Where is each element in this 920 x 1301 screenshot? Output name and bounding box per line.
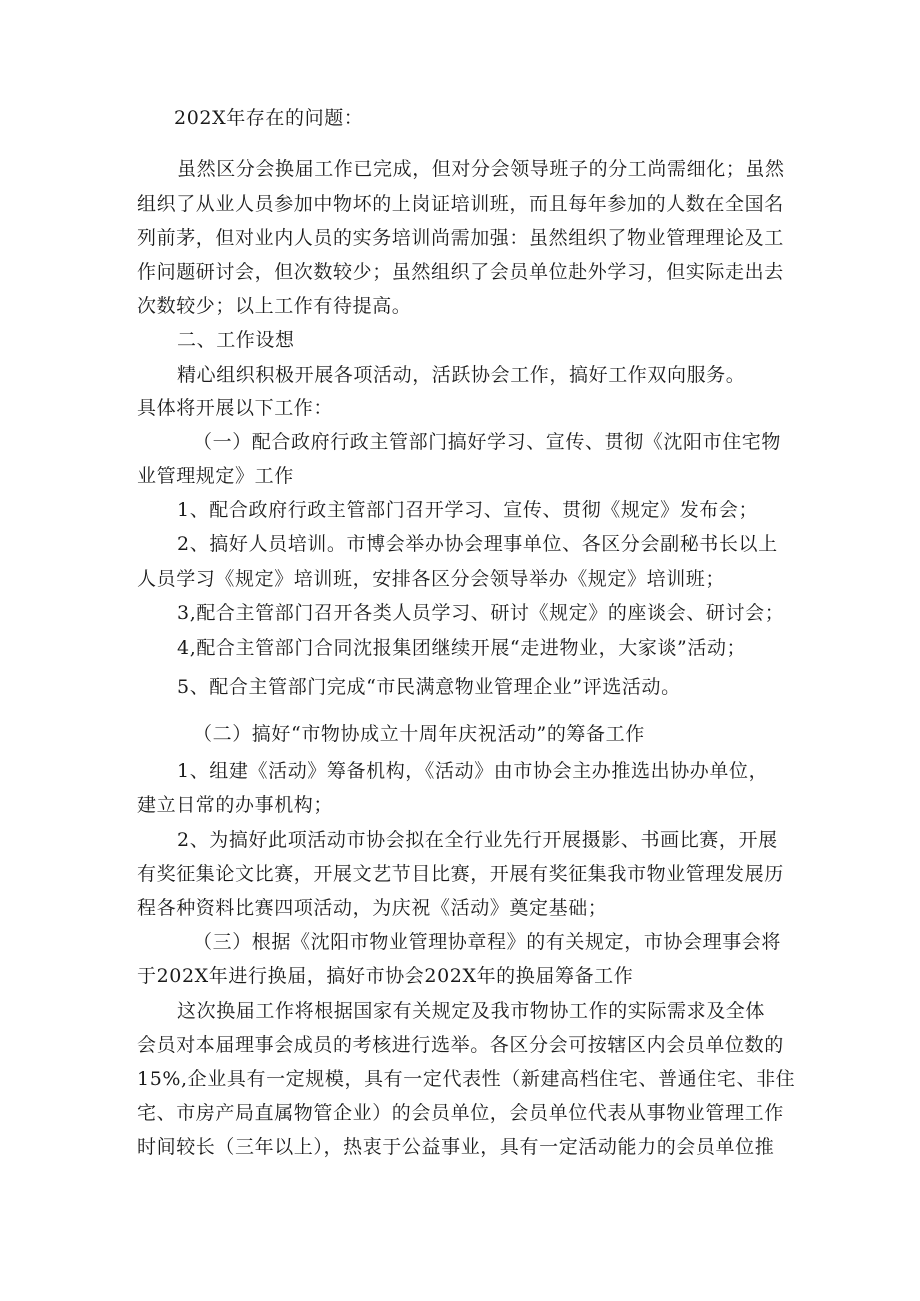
list-item-cont: 有奖征集论文比赛，开展文艺节目比赛，开展有奖征集我市物业管理发展历 [137, 863, 784, 885]
paragraph-line: 时间较长（三年以上），热衷于公益事业，具有一定活动能力的会员单位推 [137, 1136, 775, 1158]
paragraph-line: 虽然区分会换届工作已完成，但对分会领导班子的分工尚需细化；虽然 [177, 158, 785, 180]
paragraph-line: 作问题研讨会，但次数较少；虽然组织了会员单位赴外学习，但实际走出去 [137, 261, 784, 283]
paragraph-line: 宅、市房产局直属物管企业）的会员单位，会员单位代表从事物业管理工作 [137, 1102, 784, 1124]
list-item: 2、搞好人员培训。市博会举办协会理事单位、各区分会副秘书长以上 [177, 533, 778, 555]
paragraph-line: 会员对本届理事会成员的考核进行选举。各区分会可按辖区内会员单位数的 [137, 1034, 784, 1056]
list-item: 1、配合政府行政主管部门召开学习、宣传、贯彻《规定》发布会； [177, 499, 759, 521]
list-item: 4,配合主管部门合同沈报集团继续开展“走进物业，大家谈”活动； [177, 637, 747, 659]
list-item-cont: 程各种资料比赛四项活动，为庆祝《活动》奠定基础； [137, 897, 608, 919]
paragraph-line: 这次换届工作将根据国家有关规定及我市物协工作的实际需求及全体 [177, 1000, 766, 1022]
list-item: 5、配合主管部门完成“市民满意物业管理企业”评选活动。 [177, 676, 681, 698]
list-item: 1、组建《活动》筹备机构，《活动》由市协会主办推选出协办单位， [177, 760, 769, 782]
list-item: 3,配合主管部门召开各类人员学习、研讨《规定》的座谈会、研讨会； [177, 602, 785, 624]
heading-2020-problems: 202X年存在的问题： [174, 107, 364, 129]
subheading-one-cont: 业管理规定》工作 [137, 465, 294, 487]
list-item-cont: 建立日常的办事机构； [137, 794, 334, 816]
subheading-three: （三）根据《沈阳市物业管理协章程》的有关规定，市协会理事会将 [193, 931, 782, 953]
paragraph-line: 具体将开展以下工作： [137, 397, 334, 419]
section-heading-work-plan: 二、工作设想 [177, 329, 295, 351]
paragraph-line: 15%,企业具有一定规模，具有一定代表性（新建高档住宅、普通住宅、非住 [137, 1068, 796, 1090]
subheading-one: （一）配合政府行政主管部门搞好学习、宣传、贯彻《沈阳市住宅物 [193, 431, 782, 453]
subheading-two: （二）搞好“市物协成立十周年庆祝活动”的筹备工作 [193, 723, 645, 745]
list-item: 2、为搞好此项活动市协会拟在全行业先行开展摄影、书画比赛，开展 [177, 829, 778, 851]
paragraph-line: 精心组织积极开展各项活动，活跃协会工作，搞好工作双向服务。 [177, 364, 746, 386]
list-item-cont: 人员学习《规定》培训班，安排各区分会领导举办《规定》培训班； [137, 568, 726, 590]
subheading-three-cont: 于202X年进行换届，搞好市协会202X年的换届筹备工作 [137, 965, 634, 987]
paragraph-line: 组织了从业人员参加中物坏的上岗证培训班，而且每年参加的人数在全国名 [137, 193, 784, 215]
paragraph-line: 列前茅，但对业内人员的实务培训尚需加强：虽然组织了物业管理理论及工 [137, 227, 784, 249]
paragraph-line: 次数较少；以上工作有待提高。 [137, 295, 412, 317]
